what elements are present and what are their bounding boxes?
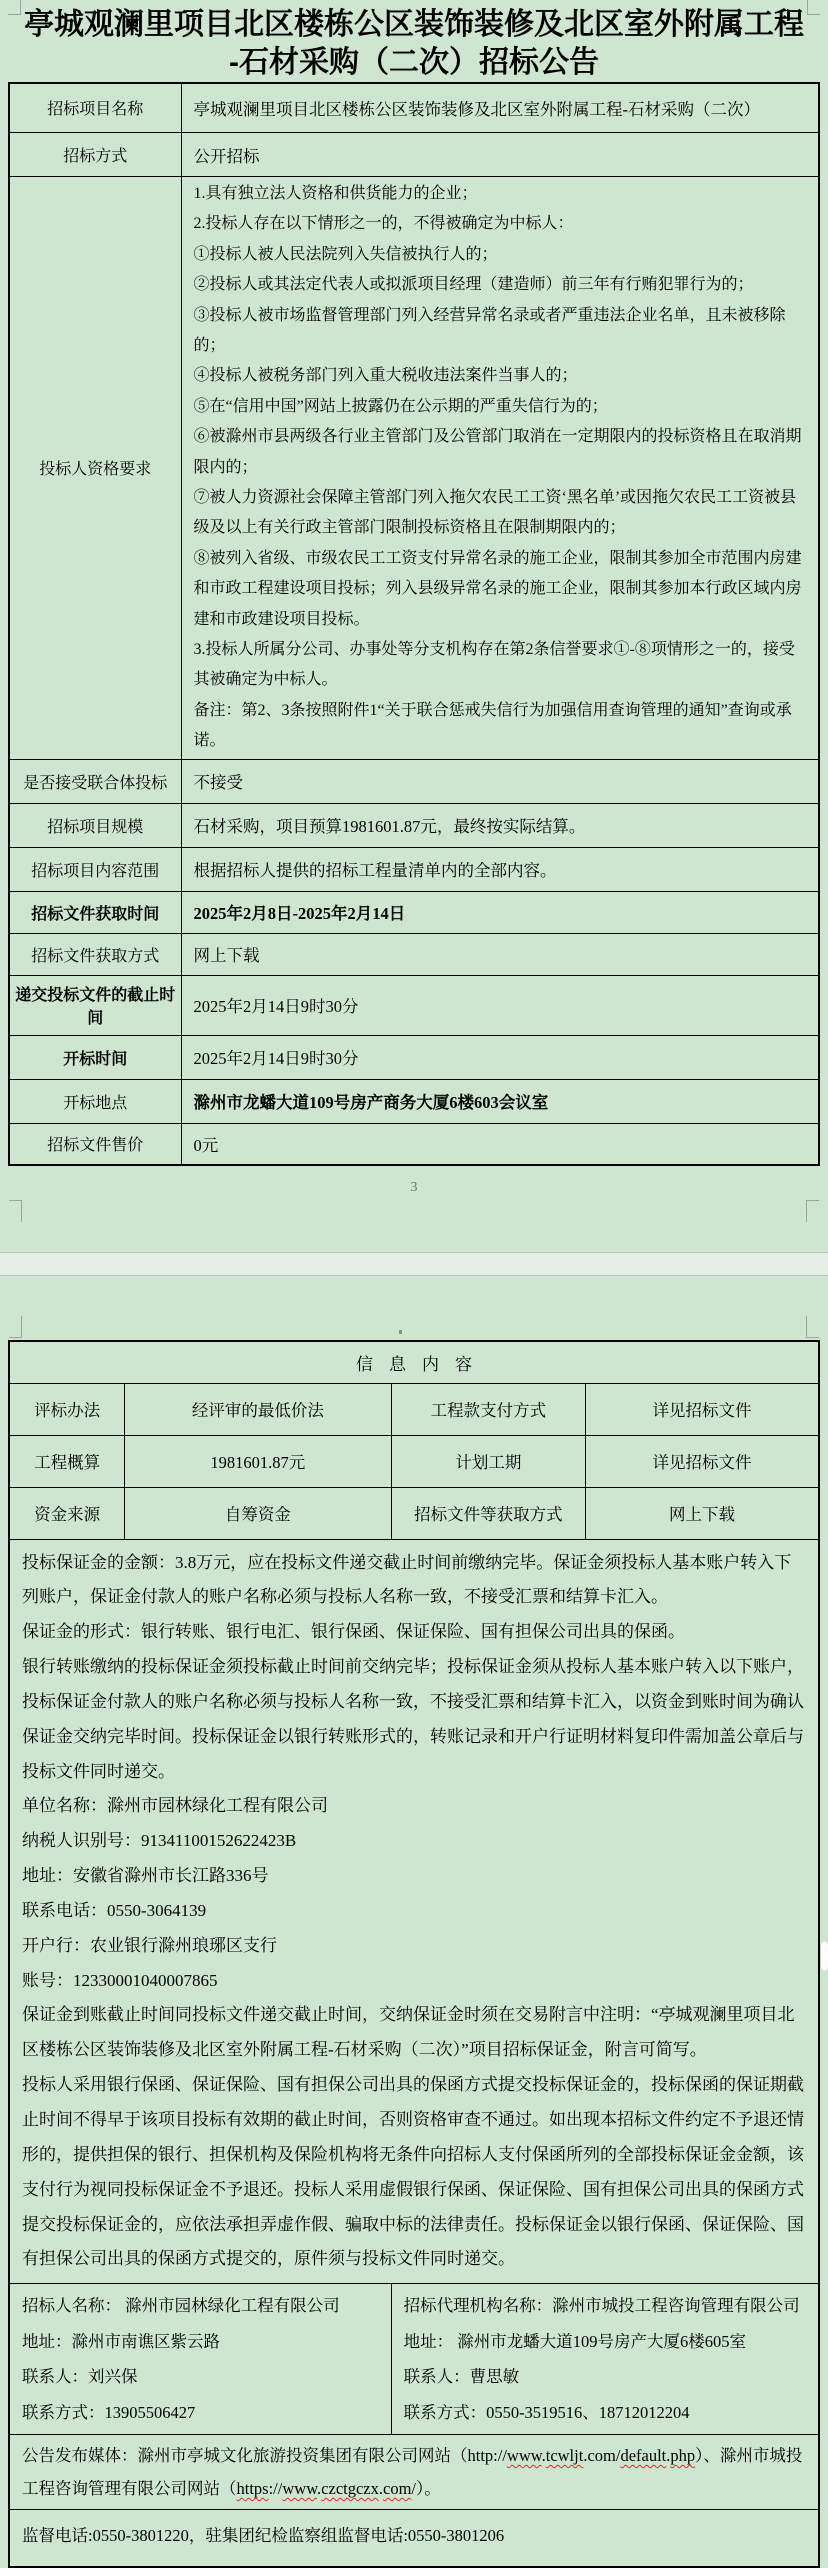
- page1-bottom-left-crop-mark: [9, 1200, 22, 1222]
- media-text-segment: .: [378, 2479, 383, 2499]
- qualification-line: 备注：第2、3条按照附件1“关于联合惩戒失信行为加强信用查询管理的通知”查询或承诺。: [193, 701, 792, 750]
- page2-top-margin: [0, 1276, 828, 1340]
- deposit-paragraph: 联系电话：0550-3064139: [22, 1900, 207, 1920]
- deposit-terms-cell: [9, 1539, 819, 2284]
- media-text-segment: .: [666, 2446, 671, 2466]
- cell-payment-method-label: 工程款支付方式: [391, 1383, 586, 1435]
- scrollbar-thumb[interactable]: [821, 1941, 828, 1971]
- table-row: [9, 1079, 819, 1123]
- project-summary-table: [8, 82, 820, 1166]
- table-row: [9, 177, 819, 759]
- media-text-segment: .com/: [583, 2446, 621, 2466]
- row-value-submission-deadline: 2025年2月14日9时30分: [181, 975, 819, 1035]
- row-value-project-name: 亭城观澜里项目北区楼栋公区装饰装修及北区室外附属工程-石材采购（二次）: [181, 83, 819, 133]
- table-row: [9, 1539, 819, 2284]
- table-row: [9, 933, 819, 975]
- row-value-doc-obtain-method: 网上下载: [181, 933, 819, 975]
- qualification-line: ⑤在“信用中国”网站上披露仍在公示期的严重失信行为的；: [193, 397, 608, 415]
- cell-doc-obtain-value: 网上下载: [586, 1487, 819, 1539]
- table-row: [9, 83, 819, 133]
- table-row: [9, 1487, 819, 1539]
- media-url-part: https: [236, 2479, 269, 2499]
- agency-contact-phone: 联系方式：0550-3519516、18712012204: [403, 2402, 690, 2422]
- table-row: [9, 803, 819, 847]
- row-label-doc-obtain-method: 招标文件获取方式: [9, 933, 181, 975]
- qualification-line: 2.投标人存在以下情形之一的，不得被确定为中标人：: [193, 215, 574, 233]
- information-content-table: [8, 1340, 820, 2568]
- bidder-name: 招标人名称： 滁州市园林绿化工程有限公司: [22, 2296, 340, 2316]
- cell-eval-method-label: 评标办法: [9, 1383, 125, 1435]
- cell-funding-value: 自筹资金: [125, 1487, 391, 1539]
- agency-contact-cell: [391, 2284, 819, 2435]
- row-value-consortium: 不接受: [181, 759, 819, 803]
- bidder-address: 地址：滁州市南谯区紫云路: [22, 2331, 220, 2351]
- media-url-part: php: [670, 2446, 696, 2466]
- agency-contact-person: 联系人：曹思敏: [403, 2367, 520, 2387]
- media-text-segment: 公告发布媒体：滁州市亭城文化旅游投资集团有限公司网站（http://: [22, 2446, 507, 2466]
- qualification-line: ④投标人被税务部门列入重大税收违法案件当事人的；: [193, 367, 578, 385]
- cell-budget-value: 1981601.87元: [125, 1435, 391, 1487]
- page2-top-left-crop-mark: [9, 1316, 22, 1338]
- cell-eval-method-value: 经评审的最低价法: [125, 1383, 391, 1435]
- deposit-paragraph: 保证金的形式：银行转账、银行电汇、银行保函、保证保险、国有担保公司出具的保函。: [22, 1622, 685, 1642]
- media-text-segment: .: [317, 2479, 322, 2499]
- qualification-line: ⑥被滁州市县两级各行业主管部门及公管部门取消在一定期限内的投标资格且在取消期限内的；: [193, 428, 802, 476]
- table-row: [9, 1035, 819, 1079]
- deposit-paragraph: 纳税人识别号：91341100152622423B: [22, 1831, 297, 1851]
- cell-schedule-value: 详见招标文件: [586, 1435, 819, 1487]
- media-text-segment: ://: [268, 2479, 283, 2499]
- qualification-line: ①投标人被人民法院列入失信被执行人的；: [193, 245, 498, 263]
- deposit-paragraph: 保证金到账截止时间同投标文件递交截止时间，交纳保证金时须在交易附言中注明：“亭城观澜里项目北区楼栋公区装饰装修及北区室外附属工程-石材采购（二次）”项目招标保证金，附言可简写。: [22, 2005, 795, 2060]
- table-row: [9, 847, 819, 891]
- table-row: [9, 133, 819, 177]
- page1-footer: [0, 1166, 828, 1252]
- page2-top-right-crop-mark: [806, 1316, 819, 1338]
- media-url-part: com: [383, 2479, 412, 2499]
- table-row: [9, 1123, 819, 1165]
- row-value-project-scale: 石材采购，项目预算1981601.87元，最终按实际结算。: [181, 803, 819, 847]
- media-text-segment: .: [541, 2446, 546, 2466]
- page-gap-band: [0, 1252, 828, 1276]
- announcement-media-text: [22, 2439, 808, 2505]
- qualification-line: ③投标人被市场监督管理部门列入经营异常名录或者严重违法企业名单，且未被移除的；: [193, 306, 786, 355]
- row-label-qualification: 投标人资格要求: [9, 177, 181, 759]
- qualification-line: 3.投标人所属分公司、办事处等分支机构存在第2条信誉要求①-⑧项情形之一的，接受其被确定为中标人。: [193, 640, 795, 689]
- row-label-consortium: 是否接受联合体投标: [9, 759, 181, 803]
- announcement-media-cell: [9, 2435, 819, 2510]
- cursor-dot: [399, 1330, 402, 1334]
- row-value-opening-place: 滁州市龙蟠大道109号房产商务大厦6楼603会议室: [181, 1079, 819, 1123]
- cell-payment-method-value: 详见招标文件: [586, 1383, 819, 1435]
- row-value-doc-price: 0元: [181, 1123, 819, 1165]
- qualification-line: ⑧被列入省级、市级农民工工资支付异常名录的施工企业，限制其参加全市范围内房建和市政工程建设项目投标；列入县级异常名录的施工企业，限制其参加本行政区域内房建和市政建设项目投标。: [193, 549, 802, 628]
- row-value-tender-method: 公开招标: [181, 133, 819, 177]
- row-value-qualification: [181, 177, 819, 759]
- row-label-project-scale: 招标项目规模: [9, 803, 181, 847]
- page1-top-right-crop-mark: [807, 0, 820, 15]
- bidder-contact-cell: [9, 2284, 391, 2435]
- table-header-row: [9, 1341, 819, 1383]
- cell-doc-obtain-label: 招标文件等获取方式: [391, 1487, 586, 1539]
- media-url-part: czctgczx: [321, 2479, 379, 2499]
- row-label-doc-price: 招标文件售价: [9, 1123, 181, 1165]
- media-text-segment: ）、滁州市城投工程咨询管理有限公司网站（: [22, 2446, 803, 2499]
- deposit-paragraph: 投标人采用银行保函、保证保险、国有担保公司出具的保函方式提交投标保证金的，投标保函的保证期截止时间不得早于该项目投标有效期的截止时间，否则资格审查不通过。如出现本招标文件约定不予退还情形的，提供担保的银行、担保机构及保险机构将无条件向招标人支付保函所列的全部投标保证金金额，该支付行为视同投标保证金不予退还。投标人采用虚假银行保函、保证保险、国有担保公司出具的保函方式提交投标保证金的，应依法承担弄虚作假、骗取中标的法律责任。投标保证金以银行保函、保证保险、国有担保公司出具的保函方式提交的，原件须与投标文件同时递交。: [22, 2075, 804, 2269]
- table-row: [9, 759, 819, 803]
- qualification-line: ②投标人或其法定代表人或拟派项目经理（建造师）前三年有行贿犯罪行为的；: [193, 276, 754, 294]
- row-label-project-name: 招标项目名称: [9, 83, 181, 133]
- media-url-part: default: [620, 2446, 667, 2466]
- media-url-part: www: [282, 2479, 318, 2499]
- page-title-line2: -石材采购（二次）招标公告: [229, 45, 599, 79]
- table-row: [9, 891, 819, 933]
- media-text-segment: /）。: [411, 2479, 441, 2499]
- cell-schedule-label: 计划工期: [391, 1435, 586, 1487]
- row-label-opening-place: 开标地点: [9, 1079, 181, 1123]
- qualification-line: 1.具有独立法人资格和供货能力的企业；: [193, 185, 478, 203]
- agency-name: 招标代理机构名称：滁州市城投工程咨询管理有限公司: [403, 2296, 800, 2316]
- table-row: [9, 1435, 819, 1487]
- info-content-header: 信息内容: [9, 1341, 819, 1383]
- row-label-submission-deadline: 递交投标文件的截止时间: [9, 975, 181, 1035]
- table-row: [9, 975, 819, 1035]
- table-row: [9, 2510, 819, 2568]
- media-url-part: tcwljt: [545, 2446, 584, 2466]
- deposit-paragraph: 投标保证金的金额：3.8万元，应在投标文件递交截止时间前缴纳完毕。保证金须投标人基本账户转入下列账户，保证金付款人的账户名称必须与投标人名称一致，不接受汇票和结算卡汇入。: [22, 1552, 792, 1607]
- bidder-contact-phone: 联系方式：13905506427: [22, 2402, 196, 2422]
- page-title-line1: 亭城观澜里项目北区楼栋公区装饰装修及北区室外附属工程: [24, 8, 804, 41]
- table-row: [9, 1383, 819, 1435]
- qualification-line: ⑦被人力资源社会保障主管部门列入拖欠农民工工资‘黑名单’或因拖欠农民工工资被县级及以上有关行政主管部门限制投标资格且在限制期限内的；: [193, 489, 797, 537]
- supervision-phone-cell: 监督电话:0550-3801220，驻集团纪检监察组监督电话:0550-3801206: [9, 2510, 819, 2568]
- deposit-paragraph: 地址：安徽省滁州市长江路336号: [22, 1866, 269, 1886]
- agency-address: 地址： 滁州市龙蟠大道109号房产大厦6楼605室: [403, 2331, 746, 2351]
- bidder-contact-person: 联系人：刘兴保: [22, 2367, 138, 2387]
- row-label-tender-method: 招标方式: [9, 133, 181, 177]
- row-label-opening-time: 开标时间: [9, 1035, 181, 1079]
- page-title: [0, 0, 828, 82]
- row-label-content-scope: 招标项目内容范围: [9, 847, 181, 891]
- cell-funding-label: 资金来源: [9, 1487, 125, 1539]
- row-value-opening-time: 2025年2月14日9时30分: [181, 1035, 819, 1079]
- row-label-doc-obtain-time: 招标文件获取时间: [9, 891, 181, 933]
- row-value-doc-obtain-time: 2025年2月8日-2025年2月14日: [181, 891, 819, 933]
- media-url-part: www: [506, 2446, 542, 2466]
- table-row: [9, 2284, 819, 2435]
- deposit-paragraph: 开户行：农业银行滁州琅琊区支行: [22, 1935, 277, 1955]
- table-row: [9, 2435, 819, 2510]
- deposit-paragraph: 单位名称：滁州市园林绿化工程有限公司: [22, 1796, 328, 1816]
- page-number: 3: [410, 1180, 418, 1196]
- deposit-paragraph: 账号：12330001040007865: [22, 1970, 218, 1990]
- row-value-content-scope: 根据招标人提供的招标工程量清单内的全部内容。: [181, 847, 819, 891]
- page1-bottom-right-crop-mark: [806, 1200, 819, 1222]
- page1-top-left-crop-mark: [8, 0, 21, 15]
- deposit-paragraph: 银行转账缴纳的投标保证金须投标截止时间前交纳完毕；投标保证金须从投标人基本账户转入以下账户，投标保证金付款人的账户名称必须与投标人名称一致，不接受汇票和结算卡汇入，以资金到账时间为确认保证金交纳完毕时间。投标保证金以银行转账形式的，转账记录和开户行证明材料复印件需加盖公章后与投标文件同时递交。: [22, 1657, 804, 1781]
- cell-budget-label: 工程概算: [9, 1435, 125, 1487]
